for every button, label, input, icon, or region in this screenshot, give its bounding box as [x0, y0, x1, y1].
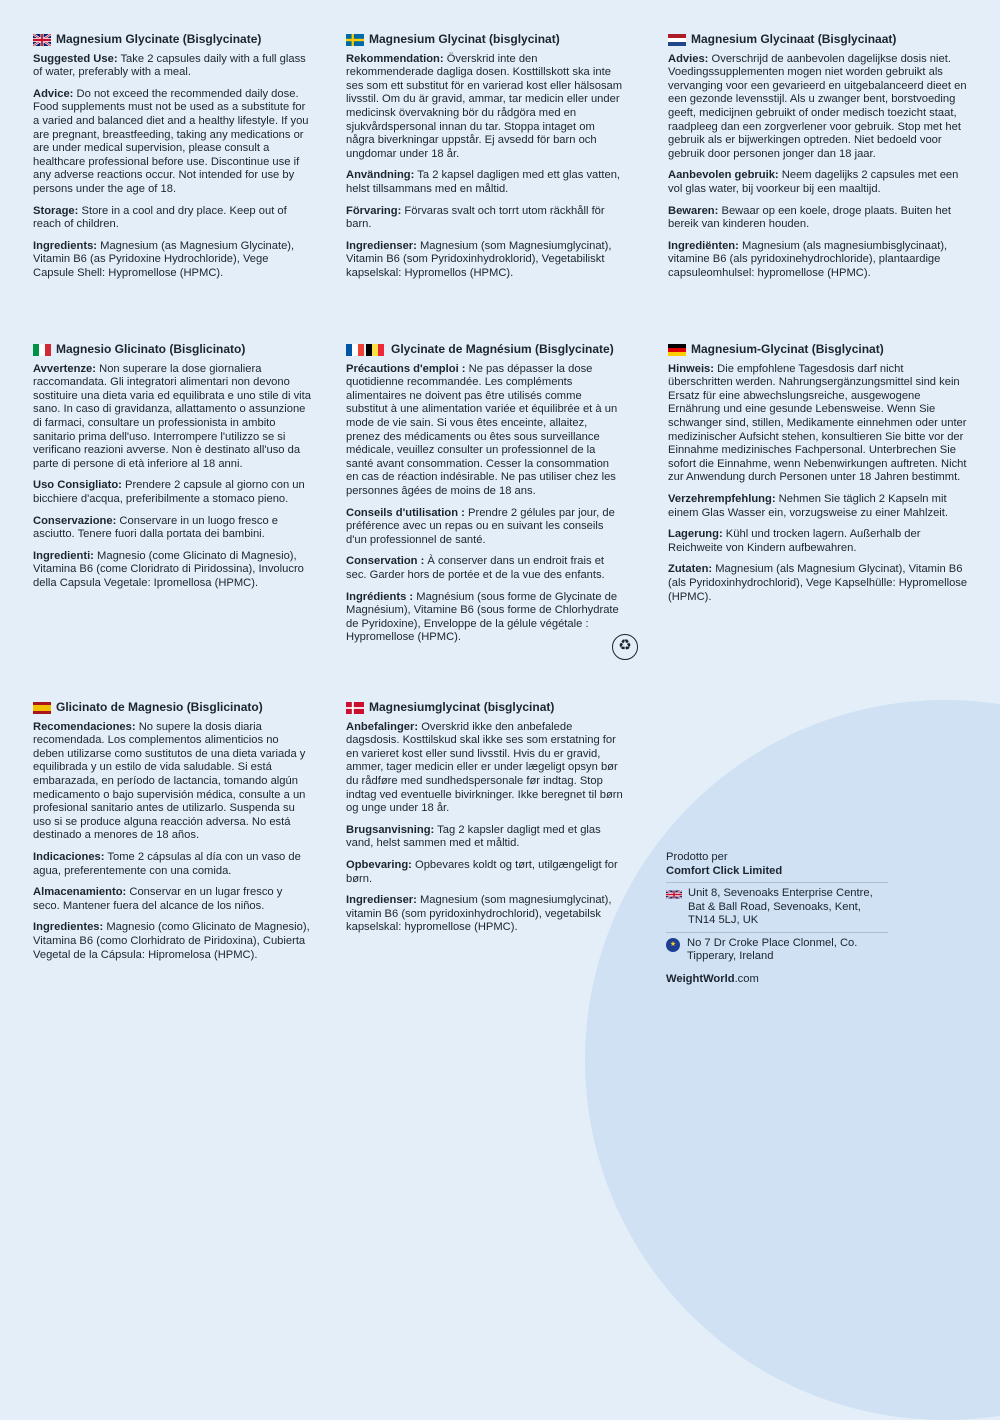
paragraph-label: Hinweis: — [668, 362, 715, 375]
paragraph-text: Non superare la dose giornaliera raccomandata. Gli integratori alimentari non devono sostituire una dieta varia ed equilibrata e uno stile di vita sano. In caso di gravidanza, allattamento o assunzione di farmaci, consultare un professionista in ambito sanitario prima dell'uso. Interrompere l'utilizzo se si verificano reazioni avverse. Non è destinato all'uso da parte di persone di età inferiore al 18 anni. — [33, 362, 311, 470]
section-paragraph — [346, 507, 624, 548]
paragraph-text: Överskrid inte den rekommenderade dagliga dosen. Kosttillskott ska inte ses som ett substitut för en varierad kost eller hälsosam livsstil. Om du är gravid, ammar, tar medicin eller under medicinsk övervakning bör du rådgöra med en sjukvårdspersonal innan du tar. Stoppa intaget om några biverkningar uppstår. Ej avsedd för barn och ungdomar under 18 år. — [346, 52, 623, 160]
section-danish — [346, 701, 624, 943]
section-title — [33, 701, 311, 715]
uk-flag-icon — [33, 34, 51, 46]
section-title — [33, 33, 311, 47]
section-paragraph — [346, 859, 624, 886]
paragraph-text: Store in a cool and dry place. Keep out of reach of children. — [33, 204, 287, 231]
paragraph-text: Magnesio (como Glicinato de Magnesio), Vitamina B6 (como Clorhidrato de Piridoxina), Cubierta Vegetal de la Cápsula: Hipromelosa (HPMC). — [33, 921, 310, 961]
paragraph-label: Anbefalinger: — [346, 720, 419, 733]
paragraph-text: Magnesio (come Glicinato di Magnesio), Vitamina B6 (come Cloridrato di Piridossina), Involucro della Capsula Vegetale: Ipromellosa (HPMC). — [33, 549, 304, 589]
paragraph-label: Indicaciones: — [33, 850, 105, 863]
paragraph-text: Ta 2 kapsel dagligen med ett glas vatten, helst tillsammans med en måltid. — [346, 169, 621, 195]
paragraph-label: Recomendaciones: — [33, 720, 136, 733]
paragraph-text: No supere la dosis diaria recomendada. Los complementos alimenticios no deben utilizarse como sustitutos de una dieta variada y equilibrada y un estilo de vida saludable. Si está embarazada, en período de lactancia, tomando algún medicamento o bajo supervisión médica, consulte a un profesional sanitario antes de utilizarlo. Suspenda su uso si se produce alguna reacción adversa. No está destinado a menores de 18 años. — [33, 720, 306, 842]
section-paragraph — [668, 363, 968, 485]
paragraph-label: Användning: — [346, 169, 415, 182]
paragraph-label: Ingredienser: — [346, 239, 417, 252]
eu-flag-icon: ★ — [666, 938, 680, 952]
section-paragraph — [33, 479, 311, 506]
paragraph-text: Opbevares koldt og tørt, utilgængeligt for børn. — [346, 858, 618, 885]
section-english — [33, 33, 311, 289]
section-title-text: Magnesium Glycinat (bisglycinat) — [369, 32, 560, 46]
section-spanish — [33, 701, 311, 970]
paragraph-text: Overschrijd de aanbevolen dagelijkse dosis niet. Voedingssupplementen mogen niet worden gebruikt als vervanging voor een gevarieerd en uitgebalanceerd dieet en een gezonde levensstijl. Als u zwanger bent, borstvoeding geeft, medicijnen gebruikt of onder medisch toezicht staat, raadpleeg dan een zorgverlener voor gebruik. Stop met het gebruik als er bijwerkingen optreden. Niet bedoeld voor gebruik door personen jonger dan 18 jaar. — [668, 52, 967, 160]
section-paragraph — [668, 528, 968, 555]
section-french — [346, 343, 624, 653]
paragraph-text: Magnésium (sous forme de Glycinate de Magnésium), Vitamine B6 (sous forme de Chlorhydrate de Pyridoxine), Enveloppe de la gélule végétale : Hypromellose (HPMC). — [346, 590, 619, 644]
paragraph-label: Ingrédients : — [346, 590, 414, 603]
paragraph-text: Magnesium (als magnesiumbisglycinaat), vitamine B6 (als pyridoxinehydrochloride), plantaardige capsuleomhulsel: hypromellose (HPMC). — [668, 239, 948, 279]
paragraph-text: Förvaras svalt och torrt utom räckhåll för barn. — [346, 204, 605, 231]
section-dutch — [668, 33, 968, 289]
section-paragraph — [346, 363, 624, 499]
paragraph-text: Magnesium (as Magnesium Glycinate), Vitamin B6 (as Pyridoxine Hydrochloride), Vege Capsule Shell: Hypromellose (HPMC). — [33, 239, 295, 279]
section-paragraph — [668, 53, 968, 162]
section-paragraph — [346, 169, 624, 196]
section-title — [33, 343, 311, 357]
section-paragraph — [33, 515, 311, 542]
section-title-text: Magnesium-Glycinat (Bisglycinat) — [691, 342, 884, 356]
section-paragraph — [33, 363, 311, 472]
section-title-text: Magnesio Glicinato (Bisglicinato) — [56, 342, 246, 356]
paragraph-text: À conserver dans un endroit frais et sec. Garder hors de portée et de la vue des enfants. — [346, 555, 605, 581]
section-title-text: Magnesiumglycinat (bisglycinat) — [369, 700, 555, 714]
producer-company: Comfort Click Limited — [666, 864, 783, 877]
paragraph-label: Advies: — [668, 52, 709, 65]
paragraph-label: Uso Consigliato: — [33, 479, 122, 492]
section-paragraph — [33, 88, 311, 197]
section-paragraph — [346, 555, 624, 582]
paragraph-label: Conservazione: — [33, 514, 117, 527]
section-paragraph — [33, 886, 311, 913]
section-title — [346, 701, 624, 715]
section-title-text: Glycinate de Magnésium (Bisglycinate) — [391, 342, 614, 356]
section-title — [346, 343, 624, 357]
section-paragraph — [33, 721, 311, 843]
paragraph-label: Almacenamiento: — [33, 886, 127, 899]
paragraph-label: Conseils d'utilisation : — [346, 506, 465, 519]
ie-address: No 7 Dr Croke Place Clonmel, Co. Tipperary, Ireland — [687, 936, 858, 962]
paragraph-text: Tag 2 kapsler dagligt med et glas vand, helst sammen med et måltid. — [346, 823, 601, 850]
paragraph-label: Storage: — [33, 204, 79, 217]
section-paragraph — [668, 493, 968, 520]
section-paragraph — [668, 240, 968, 281]
section-paragraph — [668, 205, 968, 232]
section-title — [668, 343, 968, 357]
paragraph-label: Avvertenze: — [33, 362, 97, 375]
section-title-text: Glicinato de Magnesio (Bisglicinato) — [56, 700, 263, 714]
germany-flag-icon — [668, 344, 686, 356]
paragraph-text: Conservare in un luogo fresco e asciutto. Tenere fuori dalla portata dei bambini. — [33, 514, 279, 541]
paragraph-text: Nehmen Sie täglich 2 Kapseln mit einem Glas Wasser ein, vorzugsweise zu einer Mahlzeit. — [668, 492, 949, 519]
denmark-flag-icon — [346, 702, 364, 714]
section-german — [668, 343, 968, 612]
paragraph-label: Ingrediënten: — [668, 239, 739, 252]
section-paragraph — [346, 721, 624, 816]
section-paragraph — [346, 824, 624, 851]
paragraph-label: Bewaren: — [668, 204, 719, 217]
section-paragraph — [33, 240, 311, 281]
paragraph-label: Zutaten: — [668, 563, 713, 576]
section-paragraph — [346, 240, 624, 281]
producer-block — [666, 851, 888, 986]
paragraph-label: Ingredients: — [33, 239, 98, 252]
section-title — [346, 33, 624, 47]
section-paragraph — [346, 894, 624, 935]
paragraph-text: Neem dagelijks 2 capsules met een vol glas water, bij voorkeur bij een maaltijd. — [668, 169, 959, 195]
netherlands-flag-icon — [668, 34, 686, 46]
sweden-flag-icon — [346, 34, 364, 46]
paragraph-text: Kühl und trocken lagern. Außerhalb der Reichweite von Kindern aufbewahren. — [668, 528, 921, 554]
paragraph-text: Overskrid ikke den anbefalede dagsdosis. Kosttilskud skal ikke ses som erstatning for en varieret kost eller sund livsstil. Hvis du er gravid, ammer, tager medicin eller er under lægeligt opsyn bør du rådføre med sundhedspersonale før indtag. Stop indtag ved eventuelle bivirkninger. Ikke beregnet til børn og unge under 18 år. — [346, 720, 623, 815]
paragraph-text: Tome 2 cápsulas al día con un vaso de agua, preferentemente con una comida. — [33, 850, 301, 877]
paragraph-label: Rekommendation: — [346, 52, 444, 65]
background-circle — [585, 700, 1000, 1420]
website[interactable]: WeightWorld.com — [666, 972, 759, 985]
paragraph-text: Take 2 capsules daily with a full glass of water, preferably with a meal. — [33, 52, 306, 79]
section-paragraph — [346, 591, 624, 645]
section-italian — [33, 343, 311, 599]
paragraph-label: Ingredienser: — [346, 894, 417, 907]
producer-intro: Prodotto per — [666, 851, 728, 863]
paragraph-text: Prendere 2 capsule al giorno con un bicchiere d'acqua, preferibilmente a stomaco pieno. — [33, 479, 305, 505]
paragraph-label: Ingredientes: — [33, 921, 104, 934]
paragraph-text: Magnesium (som magnesiumglycinat), vitamin B6 (som pyridoxinhydrochlorid), vegetabilsk kapselskal: hypromellose (HPMC). — [346, 894, 612, 934]
section-paragraph — [33, 53, 311, 80]
section-title — [668, 33, 968, 47]
uk-address-row — [666, 882, 888, 932]
paragraph-label: Opbevaring: — [346, 858, 412, 871]
paragraph-label: Ingredienti: — [33, 549, 94, 562]
section-swedish — [346, 33, 624, 289]
section-paragraph — [33, 921, 311, 962]
tidyman-recycle-icon: ♻ — [612, 634, 638, 660]
paragraph-text: Die empfohlene Tagesdosis darf nicht überschritten werden. Nahrungsergänzungsmittel sind kein Ersatz für eine abwechslungsreiche, ausgewogene Ernährung und eine gesunde Lebensweise. Wenn Sie schwanger sind, stillen, Medikamente einnehmen oder unter medizinischer Aufsicht stehen, konsultieren Sie bitte vor der Einnahme medizinisches Fachpersonal. Unterbrechen Sie sofort die Einnahme, wenn Nebenwirkungen auftreten. Nicht zur Anwendung durch Personen unter 18 Jahren bestimmt. — [668, 362, 967, 484]
paragraph-label: Aanbevolen gebruik: — [668, 169, 779, 182]
paragraph-text: Magnesium (som Magnesiumglycinat), Vitamin B6 (som Pyridoxinhydroklorid), Vegetabiliskt kapselskal: Hypromellos (HPMC). — [346, 239, 612, 279]
paragraph-label: Förvaring: — [346, 204, 402, 217]
paragraph-label: Conservation : — [346, 555, 425, 568]
italy-flag-icon — [33, 344, 51, 356]
paragraph-text: Bewaar op een koele, droge plaats. Buiten het bereik van kinderen houden. — [668, 204, 951, 231]
paragraph-label: Suggested Use: — [33, 52, 118, 65]
paragraph-text: Prendre 2 gélules par jour, de préférence avec un repas ou en suivant les conseils d'un professionnel de santé. — [346, 506, 615, 546]
paragraph-label: Verzehrempfehlung: — [668, 492, 776, 505]
section-paragraph — [346, 53, 624, 162]
section-title-text: Magnesium Glycinate (Bisglycinate) — [56, 32, 262, 46]
section-title-text: Magnesium Glycinaat (Bisglycinaat) — [691, 32, 897, 46]
paragraph-text: Ne pas dépasser la dose quotidienne recommandée. Les compléments alimentaires ne doivent pas être utilisés comme substitut à une alimentation variée et équilibrée et à un mode de vie sain. Si vous êtes enceinte, allaitez, prenez des médicaments ou êtes sous surveillance médicale, veuillez consulter un professionnel de la santé avant consommation. Cesser la consommation en cas de réaction indésirable. Ne pas utiliser chez les personnes âgées de moins de 18 ans. — [346, 362, 618, 497]
paragraph-label: Lagerung: — [668, 528, 723, 541]
paragraph-text: Magnesium (als Magnesium Glycinat), Vitamin B6 (als Pyridoxinhydrochlorid), Vege Kapselhülle: Hypromellose (HPMC). — [668, 563, 968, 603]
uk-address: Unit 8, Sevenoaks Enterprise Centre, Bat & Ball Road, Sevenoaks, Kent, TN14 5LJ, UK — [688, 887, 873, 926]
section-paragraph — [346, 205, 624, 232]
paragraph-text: Do not exceed the recommended daily dose. Food supplements must not be used as a substitute for a varied and balanced diet and a healthy lifestyle. If you are pregnant, breastfeeding, taking any medications or are under medical supervision, please consult a healthcare professional before use. Discontinue use if any adverse reactions occur. Not intended for use by persons under the age of 18. — [33, 87, 309, 195]
ie-address-row — [666, 932, 888, 968]
paragraph-label: Brugsanvisning: — [346, 823, 435, 836]
paragraph-label: Précautions d'emploi : — [346, 362, 466, 375]
section-paragraph — [668, 169, 968, 196]
france-belgium-flag-icon — [346, 344, 386, 356]
section-paragraph — [33, 851, 311, 878]
uk-flag-icon — [666, 889, 682, 900]
section-paragraph — [668, 563, 968, 604]
section-paragraph — [33, 550, 311, 591]
paragraph-text: Conservar en un lugar fresco y seco. Mantener fuera del alcance de los niños. — [33, 886, 283, 912]
section-paragraph — [33, 205, 311, 232]
spain-flag-icon — [33, 702, 51, 714]
paragraph-label: Advice: — [33, 87, 74, 100]
